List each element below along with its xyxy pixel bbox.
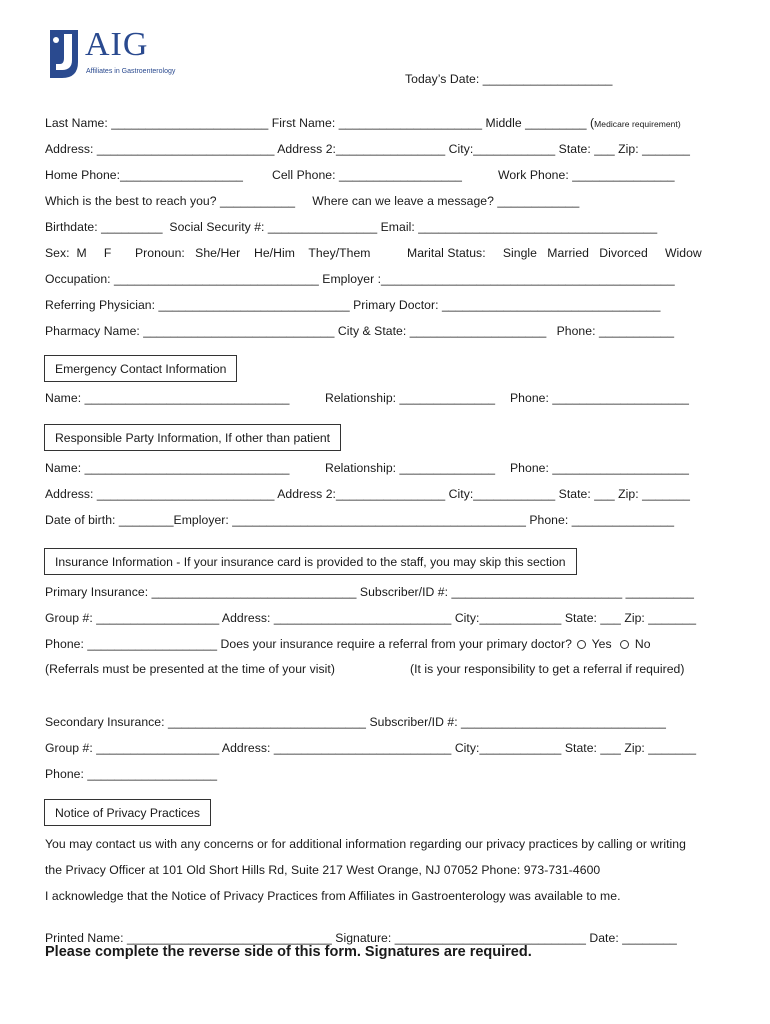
responsible-party-heading: Responsible Party Information, If other than patient — [44, 424, 341, 451]
privacy-paragraph-2: the Privacy Officer at 101 Old Short Hills Rd, Suite 217 West Orange, NJ 07052 Phone: 973-731-4600 — [45, 863, 601, 877]
work-phone-field[interactable]: Work Phone: _______________ — [498, 168, 675, 182]
responsible-address-line[interactable]: Address: __________________________ Address 2:________________ City:____________ State: ___ Zip: _______ — [45, 487, 690, 501]
physician-line[interactable]: Referring Physician: ____________________________ Primary Doctor: ________________________________ — [45, 298, 661, 312]
insurance-heading: Insurance Information - If your insurance card is provided to the staff, you may skip this section — [44, 548, 577, 575]
referral-question[interactable]: Phone: ___________________ Does your insurance require a referral from your primary doctor? — [45, 637, 572, 651]
privacy-heading: Notice of Privacy Practices — [44, 799, 211, 826]
secondary-group-address-line[interactable]: Group #: __________________ Address: __________________________ City:____________ State: ___ Zip: _______ — [45, 741, 697, 755]
primary-insurance-line[interactable]: Primary Insurance: ______________________________ Subscriber/ID #: _________________________ __________ — [45, 585, 694, 599]
address-line[interactable]: Address: __________________________ Address 2:________________ City:____________ State: ___ Zip: _______ — [45, 142, 690, 156]
responsible-phone-field[interactable]: Phone: ____________________ — [510, 461, 689, 475]
referral-note: (Referrals must be presented at the time of your visit) — [45, 662, 335, 676]
emergency-phone-field[interactable]: Phone: ____________________ — [510, 391, 689, 405]
privacy-acknowledgement: I acknowledge that the Notice of Privacy Practices from Affiliates in Gastroenterology was available to me. — [45, 889, 621, 903]
todays-date-field[interactable]: Today’s Date: ___________________ — [405, 72, 613, 86]
responsibility-note: (It is your responsibility to get a referral if required) — [410, 662, 685, 676]
birthdate-ssn-email-line[interactable]: Birthdate: _________ Social Security #: ________________ Email: ___________________________________ — [45, 220, 658, 234]
primary-group-address-line[interactable]: Group #: __________________ Address: __________________________ City:____________ State: ___ Zip: _______ — [45, 611, 697, 625]
no-label: No — [634, 637, 651, 651]
footer-instruction: Please complete the reverse side of this form. Signatures are required. — [45, 944, 532, 960]
aig-logo — [48, 28, 178, 82]
responsible-name-field[interactable]: Name: ______________________________ — [45, 461, 290, 475]
signature-line[interactable]: Printed Name: ______________________________ Signature: ____________________________ Date: ________ — [45, 931, 677, 945]
emergency-name-field[interactable]: Name: ______________________________ — [45, 391, 290, 405]
medicare-note: Medicare requirement) — [594, 119, 681, 129]
occupation-employer-line[interactable]: Occupation: ______________________________ Employer :___________________________________________ — [45, 272, 675, 286]
cell-phone-field[interactable]: Cell Phone: __________________ — [272, 168, 462, 182]
yes-radio[interactable] — [577, 640, 586, 649]
logo-mark-icon — [48, 28, 84, 80]
marital-status-options[interactable]: Marital Status: Single Married Divorced Widow — [407, 246, 702, 260]
home-phone-field[interactable]: Home Phone:__________________ — [45, 168, 243, 182]
logo-name: AIG — [85, 26, 149, 63]
emergency-relationship-field[interactable]: Relationship: ______________ — [325, 391, 496, 405]
emergency-contact-heading: Emergency Contact Information — [44, 355, 237, 382]
secondary-insurance-line[interactable]: Secondary Insurance: _____________________________ Subscriber/ID #: ______________________________ — [45, 715, 666, 729]
yes-label: Yes — [591, 637, 612, 651]
responsible-dob-employer-line[interactable]: Date of birth: ________Employer: ___________________________________________ Phone: _______________ — [45, 513, 675, 527]
pronoun-options[interactable]: Pronoun: She/Her He/Him They/Them — [135, 246, 371, 260]
responsible-relationship-field[interactable]: Relationship: ______________ — [325, 461, 496, 475]
no-radio[interactable] — [620, 640, 629, 649]
pharmacy-line[interactable]: Pharmacy Name: ____________________________ City & State: ____________________ Phone: ___________ — [45, 324, 675, 338]
sex-options[interactable]: Sex: M F — [45, 246, 112, 260]
referral-question-line[interactable] — [45, 637, 651, 651]
name-line[interactable] — [45, 116, 681, 130]
secondary-phone-field[interactable]: Phone: ___________________ — [45, 767, 218, 781]
contact-preference-line[interactable]: Which is the best to reach you? ___________ Where can we leave a message? ____________ — [45, 194, 580, 208]
name-fields[interactable]: Last Name: _______________________ First Name: _____________________ Middle _________ ( — [45, 116, 595, 130]
logo-subtitle: Affiliates in Gastroenterology — [86, 68, 176, 75]
privacy-paragraph-1: You may contact us with any concerns or for additional information regarding our privacy practices by calling or writing — [45, 837, 686, 851]
